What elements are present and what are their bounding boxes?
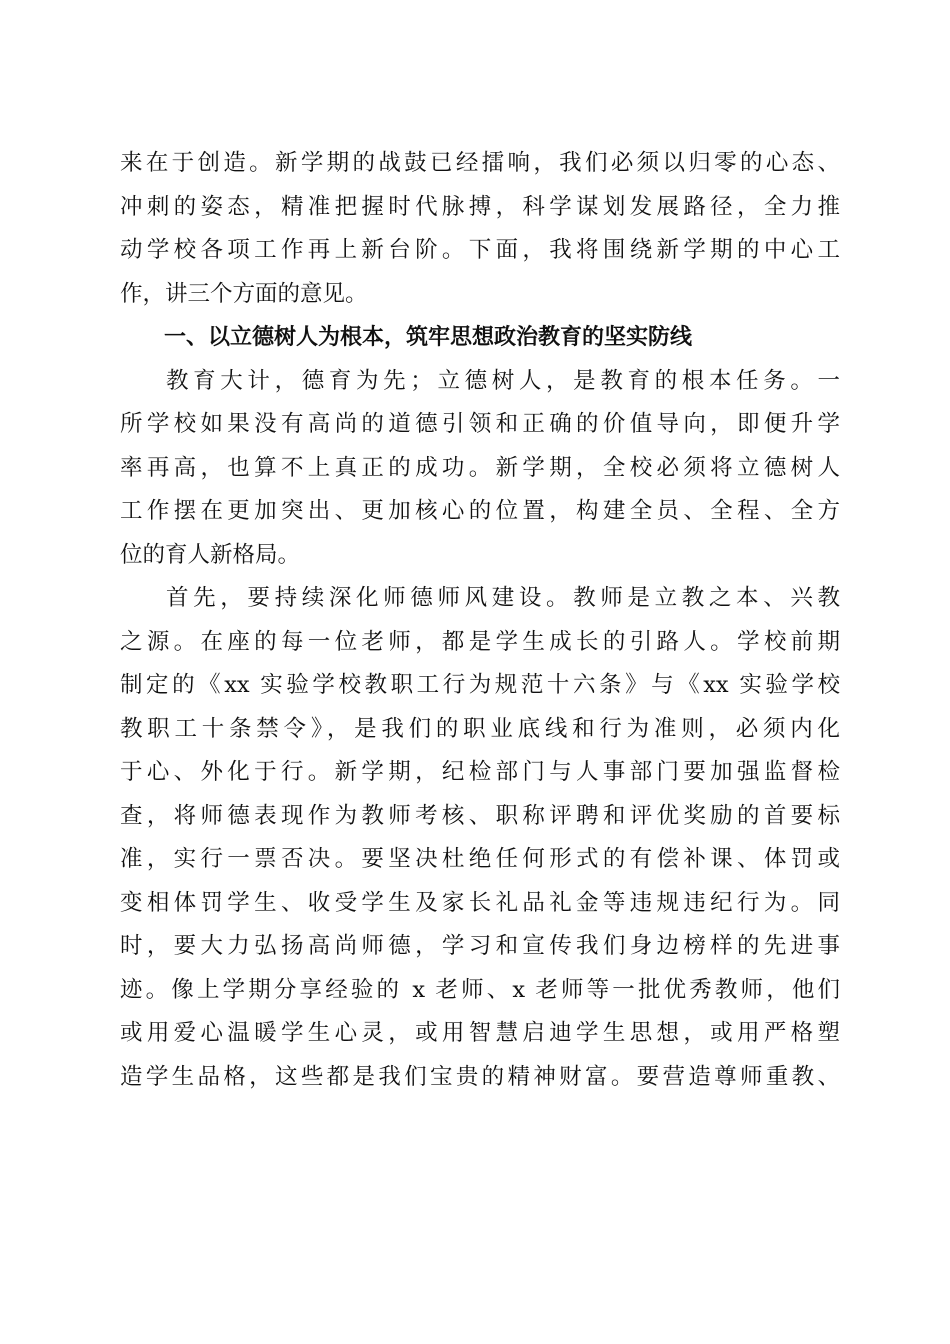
text-line: 所学校如果没有高尚的道德引领和正确的价值导向，即便升学	[120, 411, 840, 437]
intro-paragraph	[120, 142, 840, 316]
section-heading: 一、以立德树人为根本，筑牢思想政治教育的坚实防线	[164, 325, 693, 350]
text-line: 准，实行一票否决。要坚决杜绝任何形式的有偿补课、体罚或	[120, 846, 840, 872]
text-line: 于心、外化于行。新学期，纪检部门与人事部门要加强监督检	[120, 759, 840, 785]
teacher-ethics-paragraph	[120, 577, 840, 1099]
text-line: 工作摆在更加突出、更加核心的位置，构建全员、全程、全方	[120, 498, 840, 524]
text-line: 教职工十条禁令》，是我们的职业底线和行为准则，必须内化	[120, 715, 840, 742]
text-line: 动学校各项工作再上新台阶。下面，我将围绕新学期的中心工	[120, 237, 840, 263]
text-line: 之源。在座的每一位老师，都是学生成长的引路人。学校前期	[120, 628, 840, 655]
text-line: 查，将师德表现作为教师考核、职称评聘和评优奖励的首要标	[120, 802, 840, 829]
text-line: 迹。像上学期分享经验的 x 老师、x 老师等一批优秀教师，他们	[120, 976, 840, 1003]
text-line: 位的育人新格局。	[120, 541, 301, 568]
text-line: 教育大计，德育为先；立德树人，是教育的根本任务。一	[166, 367, 840, 394]
moral-education-paragraph	[120, 360, 840, 578]
text-line: 来在于创造。新学期的战鼓已经擂响，我们必须以归零的心态、	[120, 150, 840, 176]
text-line: 造学生品格，这些都是我们宝贵的精神财富。要营造尊师重教、	[120, 1063, 840, 1090]
document-body	[120, 142, 840, 1099]
text-line: 时，要大力弘扬高尚师德，学习和宣传我们身边榜样的先进事	[120, 933, 840, 959]
text-line: 制定的《xx 实验学校教职工行为规范十六条》与《xx 实验学校	[120, 672, 840, 698]
text-line: 冲刺的姿态，精准把握时代脉搏，科学谋划发展路径，全力推	[120, 193, 840, 220]
text-line: 首先，要持续深化师德师风建设。教师是立教之本、兴教	[166, 585, 840, 611]
text-line: 率再高，也算不上真正的成功。新学期，全校必须将立德树人	[120, 454, 840, 481]
text-line: 或用爱心温暖学生心灵，或用智慧启迪学生思想，或用严格塑	[120, 1020, 840, 1046]
text-line: 变相体罚学生、收受学生及家长礼品礼金等违规违纪行为。同	[120, 889, 840, 916]
text-line: 作，讲三个方面的意见。	[120, 280, 368, 307]
